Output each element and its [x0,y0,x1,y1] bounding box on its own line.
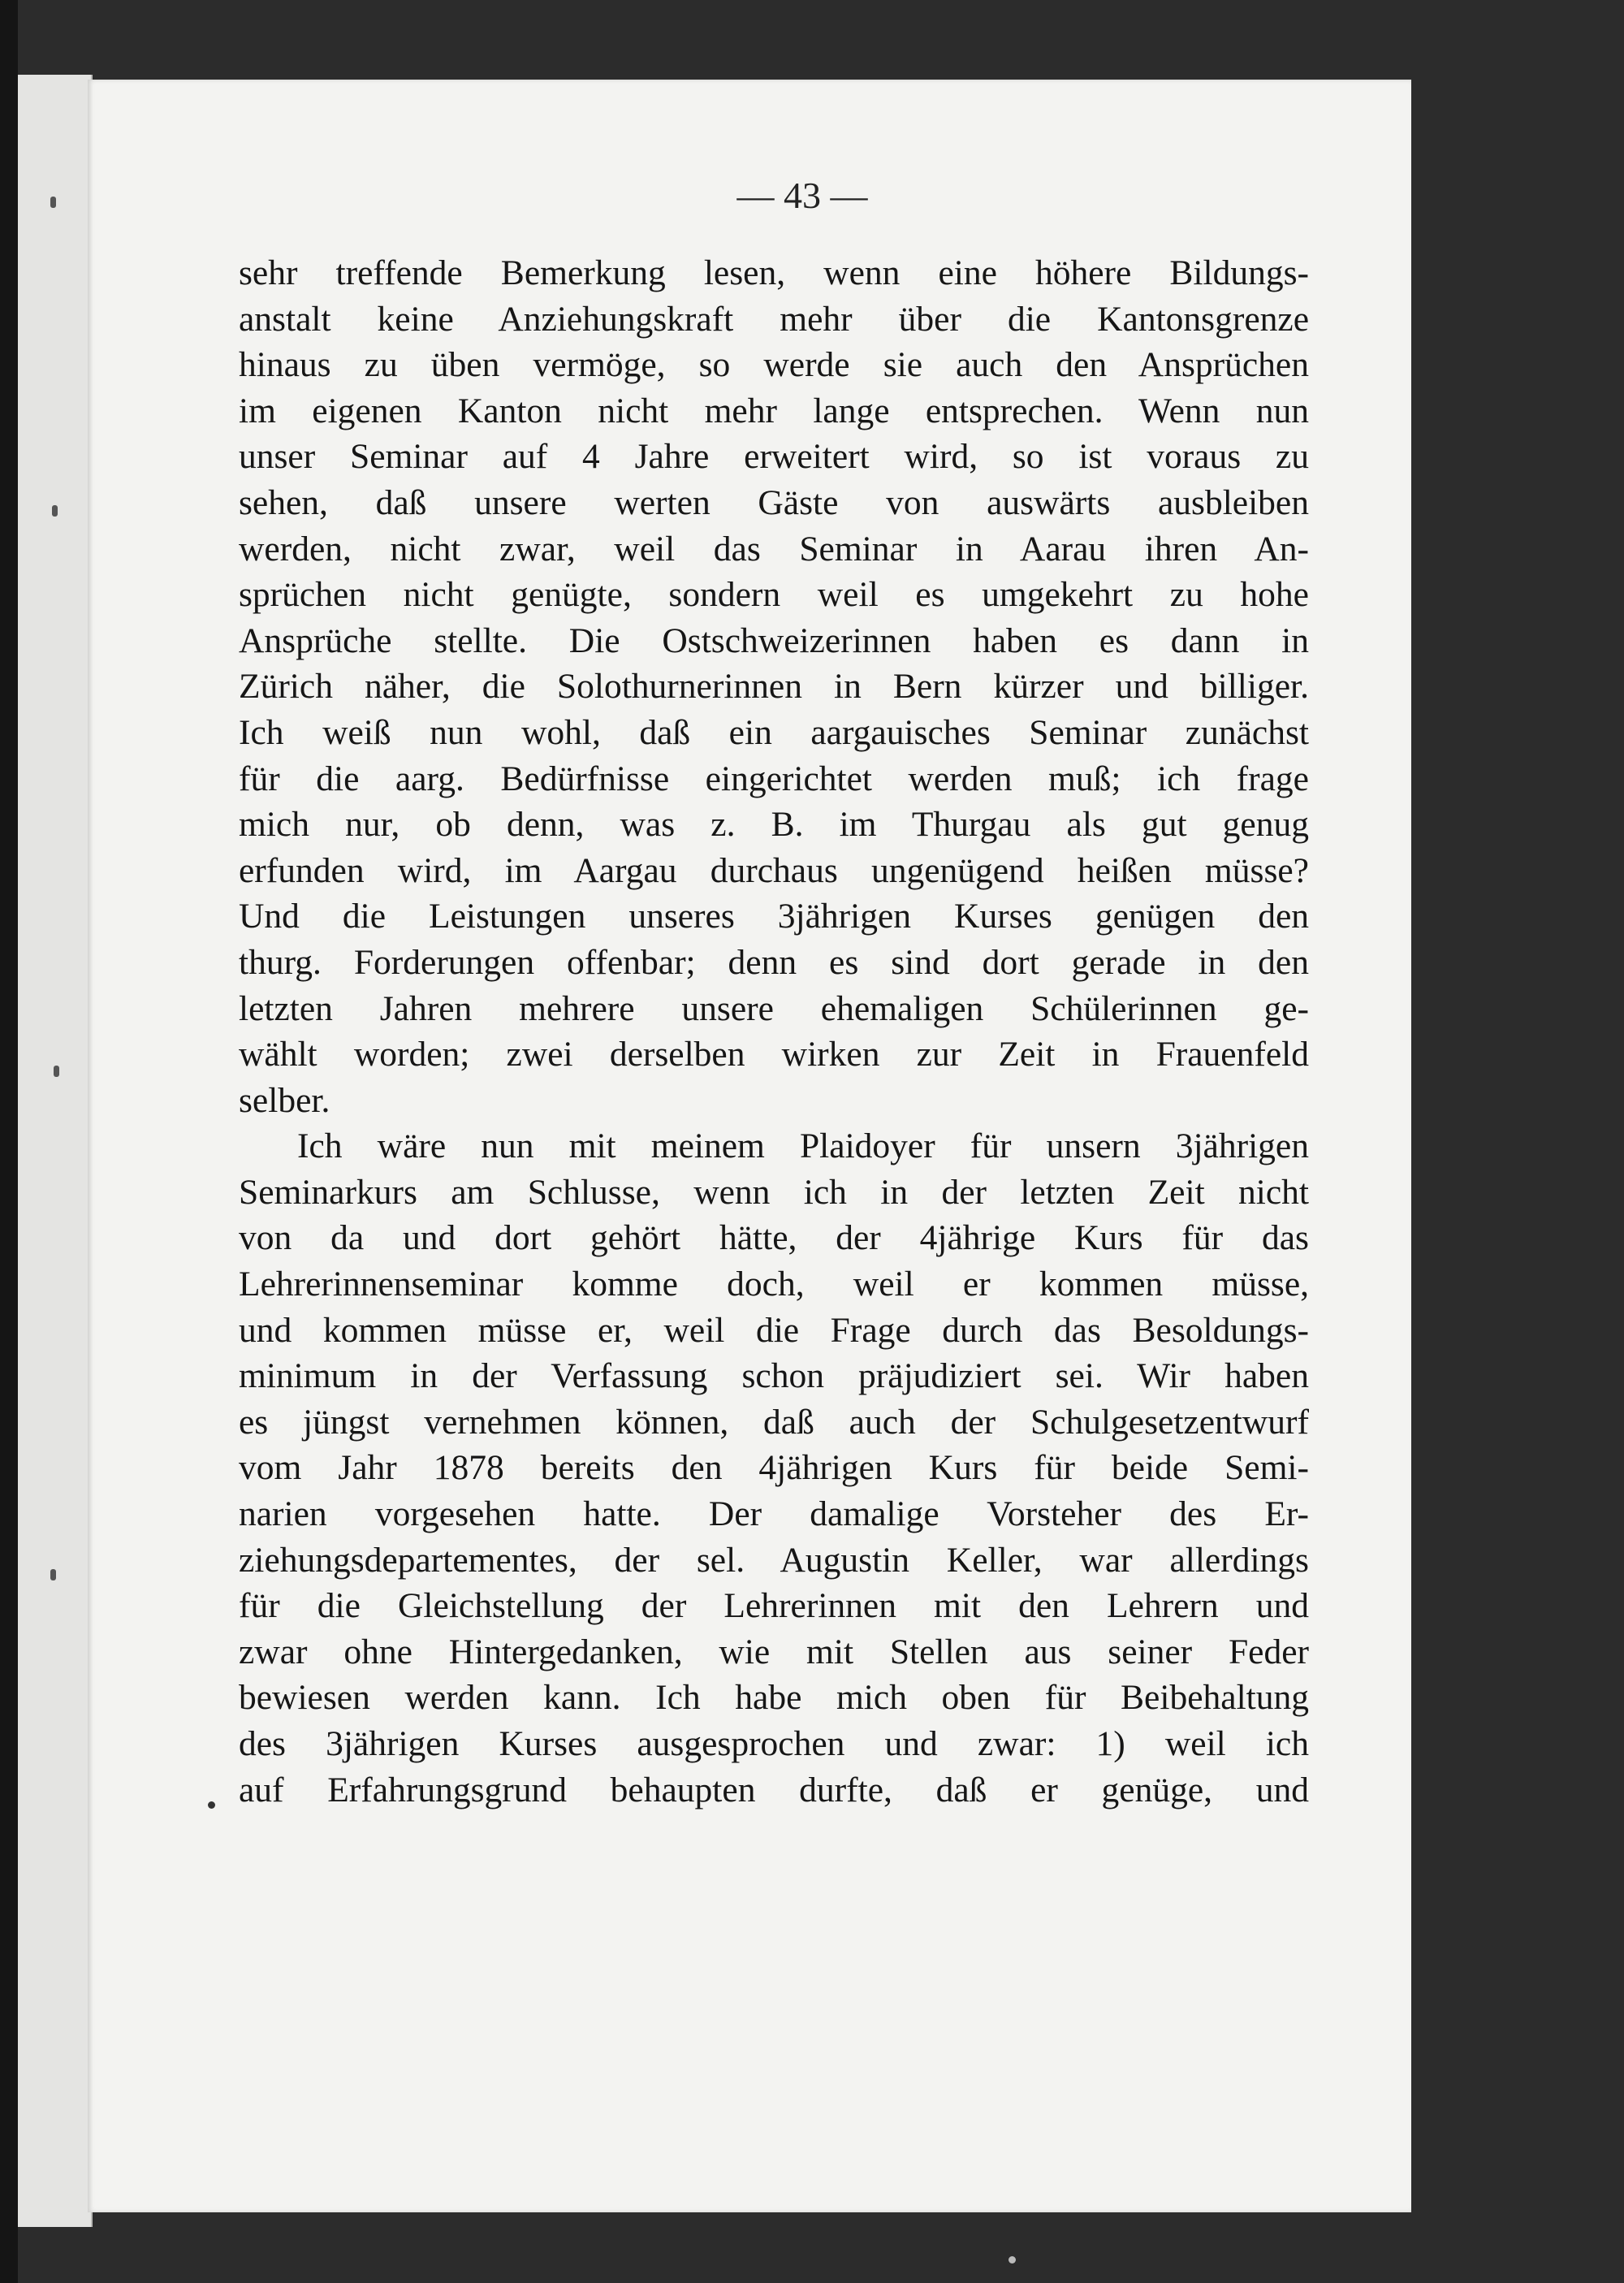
text-line: auf Erfahrungsgrund behaupten durfte, daß er genüge, und [239,1770,1309,1810]
text-line: hinaus zu üben vermöge, so werde sie auch den Ansprüchen [239,345,1309,385]
text-line: thurg. Forderungen offenbar; denn es sind dort gerade in den [239,942,1309,982]
book-page [88,80,1411,2212]
text-line: sehen, daß unsere werten Gäste von auswärts ausbleiben [239,482,1309,522]
text-line: bewiesen werden kann. Ich habe mich oben für Beibehaltung [239,1678,1309,1718]
text-line: vom Jahr 1878 bereits den 4jährigen Kurs für beide Semi- [239,1448,1309,1488]
text-line: Ich weiß nun wohl, daß ein aargauisches Seminar zunächst [239,712,1309,752]
scan-speck [1009,2256,1016,2264]
text-line: unser Seminar auf 4 Jahre erweitert wird, so ist voraus zu [239,437,1309,477]
text-line: narien vorgesehen hatte. Der damalige Vorsteher des Er- [239,1494,1309,1534]
binding-mark [50,197,56,208]
text-line: wählt worden; zwei derselben wirken zur Zeit in Frauenfeld [239,1035,1309,1074]
text-line: werden, nicht zwar, weil das Seminar in Aarau ihren An- [239,529,1309,569]
text-line: ziehungsdepartementes, der sel. Augustin Keller, war allerdings [239,1540,1309,1580]
text-line: Zürich näher, die Solothurnerinnen in Bern kürzer und billiger. [239,667,1309,707]
text-line: selber. [239,1080,330,1120]
text-line: letzten Jahren mehrere unsere ehemaligen Schülerinnen ge- [239,988,1309,1028]
text-line: von da und dort gehört hätte, der 4jährige Kurs für das [239,1218,1309,1258]
text-line: für die aarg. Bedürfnisse eingerichtet werden muß; ich frage [239,759,1309,798]
text-line: sprüchen nicht genügte, sondern weil es umgekehrt zu hohe [239,575,1309,615]
text-line: es jüngst vernehmen können, daß auch der Schulgesetzentwurf [239,1402,1309,1442]
text-line: des 3jährigen Kurses ausgesprochen und zwar: 1) weil ich [239,1724,1309,1763]
text-line: Lehrerinnenseminar komme doch, weil er kommen müsse, [239,1265,1309,1304]
scan-left-edge [0,0,18,2283]
page-number: — 43 — [736,175,868,216]
previous-page-edge [18,75,93,2227]
text-line: sehr treffende Bemerkung lesen, wenn eine höhere Bildungs- [239,253,1309,292]
text-line: und kommen müsse er, weil die Frage durch das Besoldungs- [239,1310,1309,1350]
binding-mark [50,1569,56,1580]
binding-mark [52,505,58,517]
text-line: im eigenen Kanton nicht mehr lange entsprechen. Wenn nun [239,391,1309,430]
text-line: für die Gleichstellung der Lehrerinnen mit den Lehrern und [239,1586,1309,1626]
text-line: anstalt keine Anziehungskraft mehr über die Kantonsgrenze [239,299,1309,339]
text-line: Seminarkurs am Schlusse, wenn ich in der letzten Zeit nicht [239,1172,1309,1212]
text-line: Ich wäre nun mit meinem Plaidoyer für unsern 3jährigen [297,1126,1309,1166]
text-line: zwar ohne Hintergedanken, wie mit Stellen aus seiner Feder [239,1632,1309,1671]
text-line: mich nur, ob denn, was z. B. im Thurgau als gut genug [239,805,1309,845]
body-text [239,250,1309,1813]
text-line: erfunden wird, im Aargau durchaus ungenügend heißen müsse? [239,850,1309,890]
margin-speck [208,1801,215,1809]
text-line: Ansprüche stellte. Die Ostschweizerinnen haben es dann in [239,620,1309,660]
text-line: Und die Leistungen unseres 3jährigen Kurses genügen den [239,897,1309,936]
binding-mark [54,1066,59,1077]
text-line: minimum in der Verfassung schon präjudiziert sei. Wir haben [239,1356,1309,1396]
